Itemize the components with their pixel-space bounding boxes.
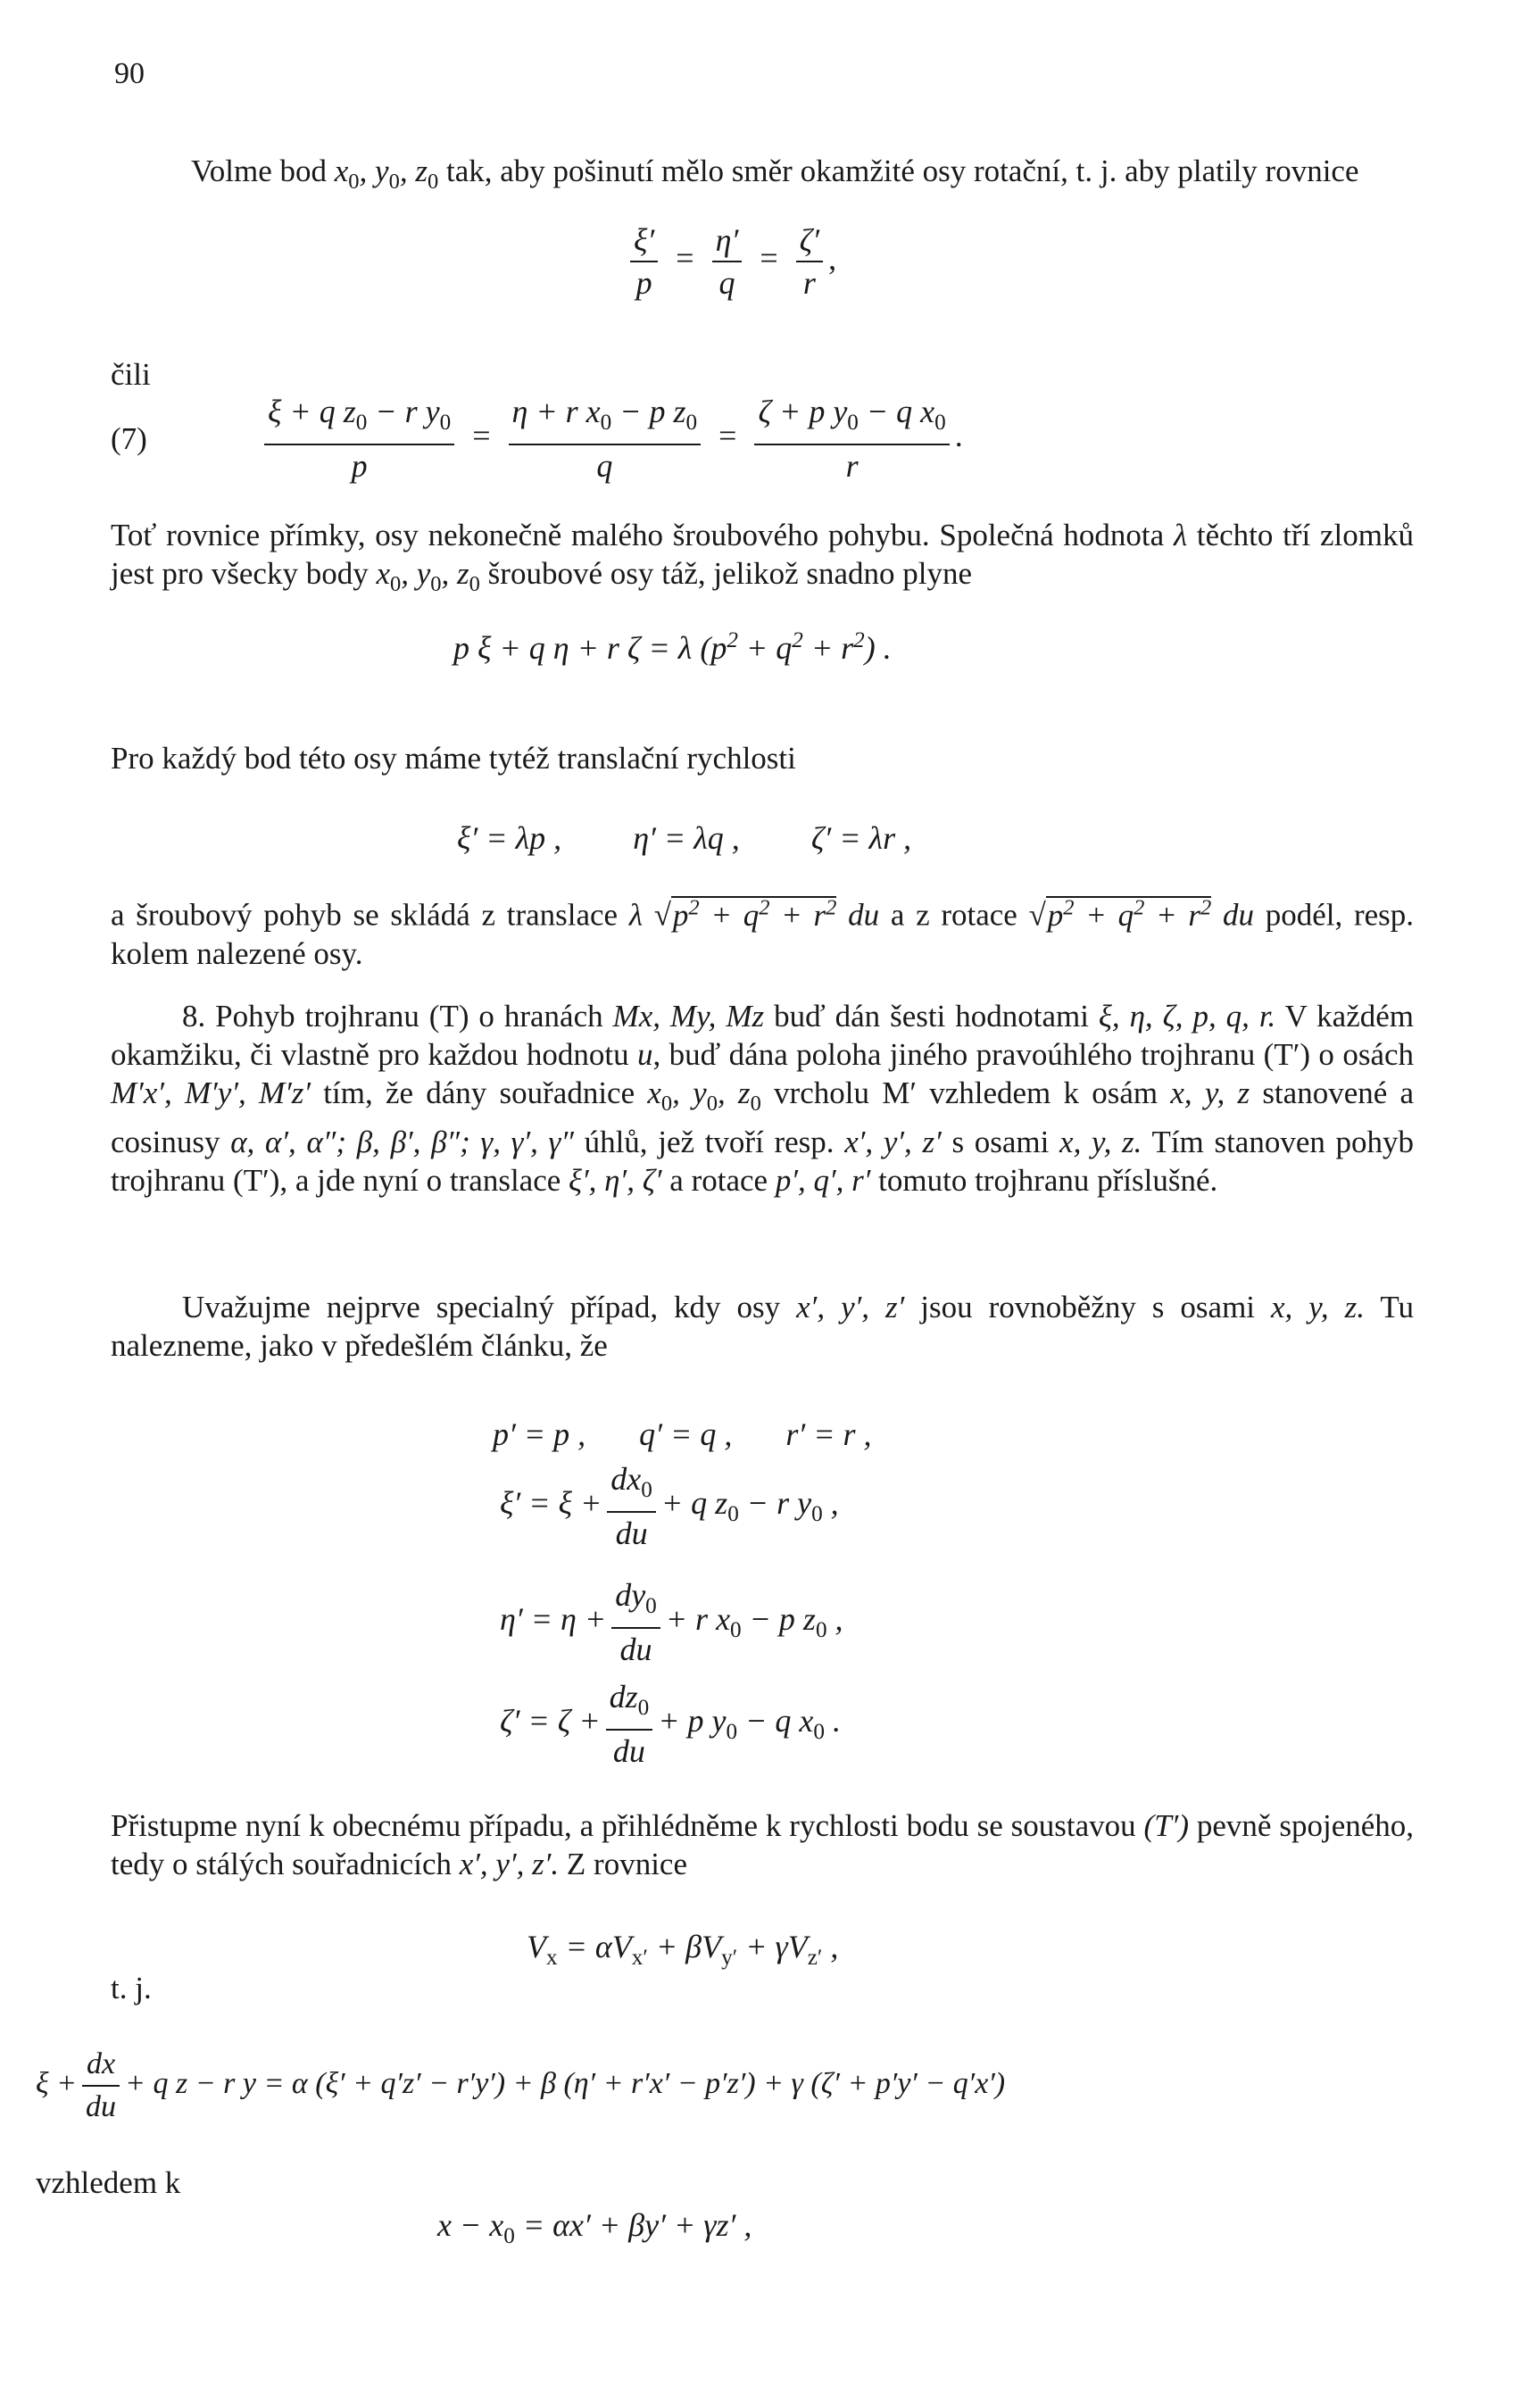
math-point: $x_0$, $y_0$, $z_0$ [334, 154, 439, 194]
paragraph-translation: Pro každý bod této osy máme tytéž translační rychlosti [111, 741, 796, 776]
paragraph-general-case: Přistupme nyní k obecnému případu, a přihlédněme k rychlosti bodu se soustavou (T′) pevně spojeného, tedy o stálých souřadnicích x′, y′, z′. Z rovnice [111, 1808, 1415, 1881]
paragraph-special-case: Uvažujme nejprve specialný případ, kdy osy x′, y′, z′ jsou rovnoběžny s osami x, y, z. Tu nalezneme, jako v předešlém článku, že [111, 1290, 1414, 1363]
word-cili: čili [111, 357, 151, 392]
word-vzhledem: vzhledem k [36, 2165, 181, 2200]
paragraph-axis: Toť rovnice přímky, osy nekonečně malého šroubového pohybu. Společná hodnota λ těchto tří zlomků jest pro všecky body $x_0$, $y_0$, $z_0$ šroubové osy táž, jelikož snadno plyne [111, 518, 1415, 596]
paragraph-intro: Volme bod $x_0$, $y_0$, $z_0$ tak, aby pošinutí mělo směr okamžité osy rotační, t. j. aby platily rovnice [191, 154, 1359, 194]
word-tj: t. j. [111, 1971, 152, 2005]
equation-7: $\frac{\xi + q z_0 - r y_0}{p}$ = $\frac{\eta + r x_0 - p z_0}{q}$ = $\frac{\zeta + p y_0 - q x_0}{r}$ . [259, 391, 963, 486]
equation-position: $x - x_0 = \alpha x' + \beta y' + \gamma z'$ , [437, 2207, 752, 2249]
paragraph-screw: a šroubový pohyb se skládá z translace λ $√p^2 + q^2 + r^2$ du a z rotace $√p^2 + q^2 + r^2$ du podél, resp. kolem nalezené osy. [111, 895, 1415, 971]
equation-translation: ξ′ = λp , η′ = λq , ζ′ = λr , [457, 820, 912, 856]
equation-primes: p′ = p , q′ = q , r′ = r , [493, 1416, 872, 1452]
equation-lambda: p ξ + q η + r ζ = λ $(p^2 + q^2 + r^2)$ . [453, 628, 892, 666]
equation-long: ξ + $\frac{dx}{du}$ + q z − r y = α (ξ′ + q′z′ − r′y′) + β (η′ + r′x′ − p′z′) + γ (ζ′ + p′y′ − q′x′) [36, 2044, 1005, 2128]
equation-velocity: $V_x = \alpha V_{x'} + \beta V_{y'} + \gamma V_{z'}$ , [527, 1929, 839, 1971]
page-number: 90 [114, 57, 145, 90]
equation-number-7: (7) [111, 421, 147, 456]
equation-eta-prime: η′ = η + $\frac{dy_0}{du}$ + r $x_0 - p$ $z_0$ , [500, 1574, 843, 1670]
equation-ratio: $\frac{\xi'}{p}$ = $\frac{\eta'}{q}$ = $\frac{\zeta'}{r}$ , [625, 220, 836, 303]
paragraph-section-8: 8. Pohyb trojhranu (T) o hranách Mx, My, Mz buď dán šesti hodnotami ξ, η, ζ, p, q, r. V každém okamžiku, či vlastně pro každou hodnotu u, buď dána poloha jiného pravoúhlého trojhranu (T′) o osách M′x′, M′y′, M′z′ tím, že dány souřadnice $x_0$, $y_0$, $z_0$ vrcholu M′ vzhledem k osám x, y, z stanovené a cosinusy α, α′, α″; β, β′, β″; γ, γ′, γ″ úhlů, jež tvoří resp. x′, y′, z′ s osami x, y, z. Tím stanoven pohyb trojhranu (T′), a jde nyní o translace ξ′, η′, ζ′ a rotace p′, q′, r′ tomuto trojhranu příslušné. [111, 999, 1415, 1198]
equation-zeta-prime: ζ′ = ζ + $\frac{dz_0}{du}$ + p $y_0 - q$ $x_0$ . [500, 1676, 841, 1772]
equation-xi-prime: ξ′ = ξ + $\frac{dx_0}{du}$ + q $z_0 - r$ $y_0$ , [500, 1458, 839, 1554]
